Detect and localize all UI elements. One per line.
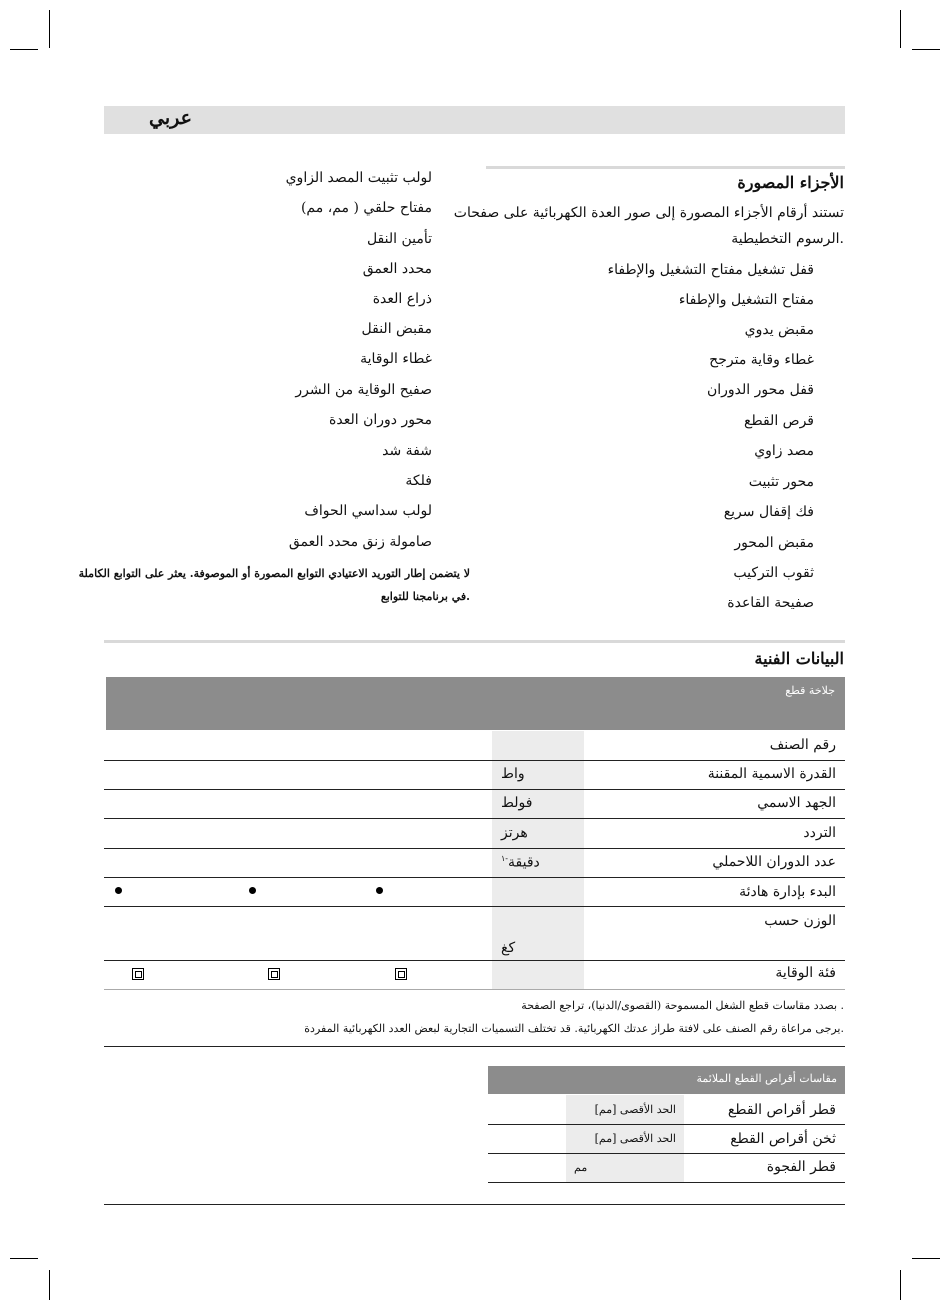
list-item: مقبض يدوي (744, 322, 814, 338)
footnote-article-number: يرجى مراعاة رقم الصنف على لافتة طراز عدتك الكهربائية. قد تختلف التسميات التجارية لبعض العدد الكهربائية المفردة. (304, 1022, 844, 1035)
disc-row-label: قطر أقراص القطع (727, 1102, 836, 1118)
list-item: تأمين النقل (366, 231, 432, 247)
accessory-note-line-2: في برنامجنا للتوابع. (380, 590, 470, 603)
crop-mark (912, 49, 940, 50)
unit-watt: واط (501, 766, 525, 782)
tech-table-header (106, 677, 845, 730)
row-label-frequency: التردد (803, 825, 836, 841)
unit-kilogram: كغ (501, 940, 516, 956)
double-square-icon (268, 968, 280, 980)
crop-mark (49, 1270, 50, 1300)
soft-start-bullet (249, 887, 256, 894)
row-label-protection-class: فئة الوقاية (775, 965, 836, 981)
list-item: مفتاح التشغيل والإطفاء (678, 292, 814, 308)
row-divider (104, 877, 845, 878)
crop-mark (49, 10, 50, 48)
language-label: عربي (149, 107, 192, 129)
list-item: لولب تثبيت المصد الزاوي (285, 170, 432, 186)
row-divider (104, 818, 845, 819)
crop-mark (10, 49, 38, 50)
section-title-depicted-parts: الأجزاء المصورة (737, 173, 844, 192)
accessory-note-line-1: لا يتضمن إطار التوريد الاعتيادي التوابع المصورة أو الموصوفة. يعثر على التوابع الكاملة (78, 567, 470, 580)
double-square-icon (395, 968, 407, 980)
row-divider (488, 1153, 845, 1154)
row-label-rated-power: القدرة الاسمية المقننة (707, 766, 836, 782)
row-label-no-load-speed: عدد الدوران اللاحملي (712, 854, 836, 870)
list-item: محدد العمق (362, 261, 432, 277)
crop-mark (900, 10, 901, 48)
list-item: غطاء وقاية مترجح (709, 352, 814, 368)
list-item: مفتاح حلقي ( مم، مم) (300, 200, 432, 216)
row-label-rated-voltage: الجهد الاسمي (757, 795, 836, 811)
unit-per-minute-text: دقيقة (508, 854, 540, 871)
row-label-article-number: رقم الصنف (769, 737, 836, 753)
discs-table-header (488, 1066, 845, 1094)
crop-mark (912, 1258, 940, 1259)
intro-line-1: تستند أرقام الأجزاء المصورة إلى صور العدة الكهربائية على صفحات (453, 205, 844, 221)
list-item: صفيح الوقاية من الشرر (295, 382, 432, 398)
footnote-workpiece-dimensions: بصدد مقاسات قطع الشغل المسموحة (القصوى/الدنيا)، تراجع الصفحة . (521, 999, 844, 1012)
row-divider (104, 848, 845, 849)
list-item: محور دوران العدة (329, 412, 432, 428)
unit-hertz: هرتز (501, 825, 528, 841)
disc-row-unit: الحد الأقصى [مم] (594, 1132, 676, 1145)
row-divider (104, 906, 845, 907)
list-item: قفل محور الدوران (706, 382, 814, 398)
crop-mark (900, 1270, 901, 1300)
list-item: فلكة (405, 473, 432, 489)
section-divider (104, 1046, 845, 1047)
section-title-technical-data: البيانات الفنية (754, 649, 844, 668)
crop-mark (10, 1258, 38, 1259)
soft-start-bullet (115, 887, 122, 894)
unit-per-minute (501, 854, 540, 871)
tool-type-label: جلاخة قطع (785, 684, 835, 697)
soft-start-bullet (376, 887, 383, 894)
row-label-weight: الوزن حسب (764, 913, 836, 929)
row-divider (104, 960, 845, 961)
page-bottom-rule (104, 1204, 845, 1205)
list-item: مصد زاوي (754, 443, 814, 459)
disc-row-label: ثخن أقراص القطع (730, 1131, 836, 1147)
language-header-bar (104, 106, 845, 134)
list-item: محور تثبيت (748, 474, 814, 490)
row-divider (488, 1124, 845, 1125)
list-item: صامولة زنق محدد العمق (288, 534, 432, 550)
list-item: شفة شد (382, 443, 432, 459)
intro-line-2: الرسوم التخطيطية. (731, 231, 844, 247)
list-item: قفل تشغيل مفتاح التشغيل والإطفاء (607, 262, 814, 278)
row-divider (104, 989, 845, 990)
row-label-soft-start: البدء بإدارة هادئة (739, 884, 836, 900)
list-item: مقبض المحور (734, 535, 814, 551)
double-square-icon (132, 968, 144, 980)
unit-volt: فولط (501, 795, 533, 811)
discs-table-title: مقاسات أقراص القطع الملائمة (696, 1072, 837, 1085)
disc-row-unit: الحد الأقصى [مم] (594, 1103, 676, 1116)
row-divider (104, 760, 845, 761)
list-item: ذراع العدة (372, 291, 432, 307)
list-item: مقبض النقل (361, 321, 432, 337)
list-item: صفيحة القاعدة (727, 595, 814, 611)
list-item: لولب سداسي الحواف (304, 503, 432, 519)
section-rule (104, 640, 845, 643)
section-rule (486, 166, 845, 169)
list-item: ثقوب التركيب (733, 565, 814, 581)
list-item: قرص القطع (744, 413, 814, 429)
list-item: غطاء الوقاية (360, 351, 432, 367)
row-divider (488, 1182, 845, 1183)
disc-row-unit: مم (574, 1161, 588, 1174)
row-divider (104, 789, 845, 790)
disc-row-label: قطر الفجوة (766, 1159, 836, 1175)
unit-superscript: -١ (501, 854, 508, 863)
list-item: فك إقفال سريع (723, 504, 814, 520)
